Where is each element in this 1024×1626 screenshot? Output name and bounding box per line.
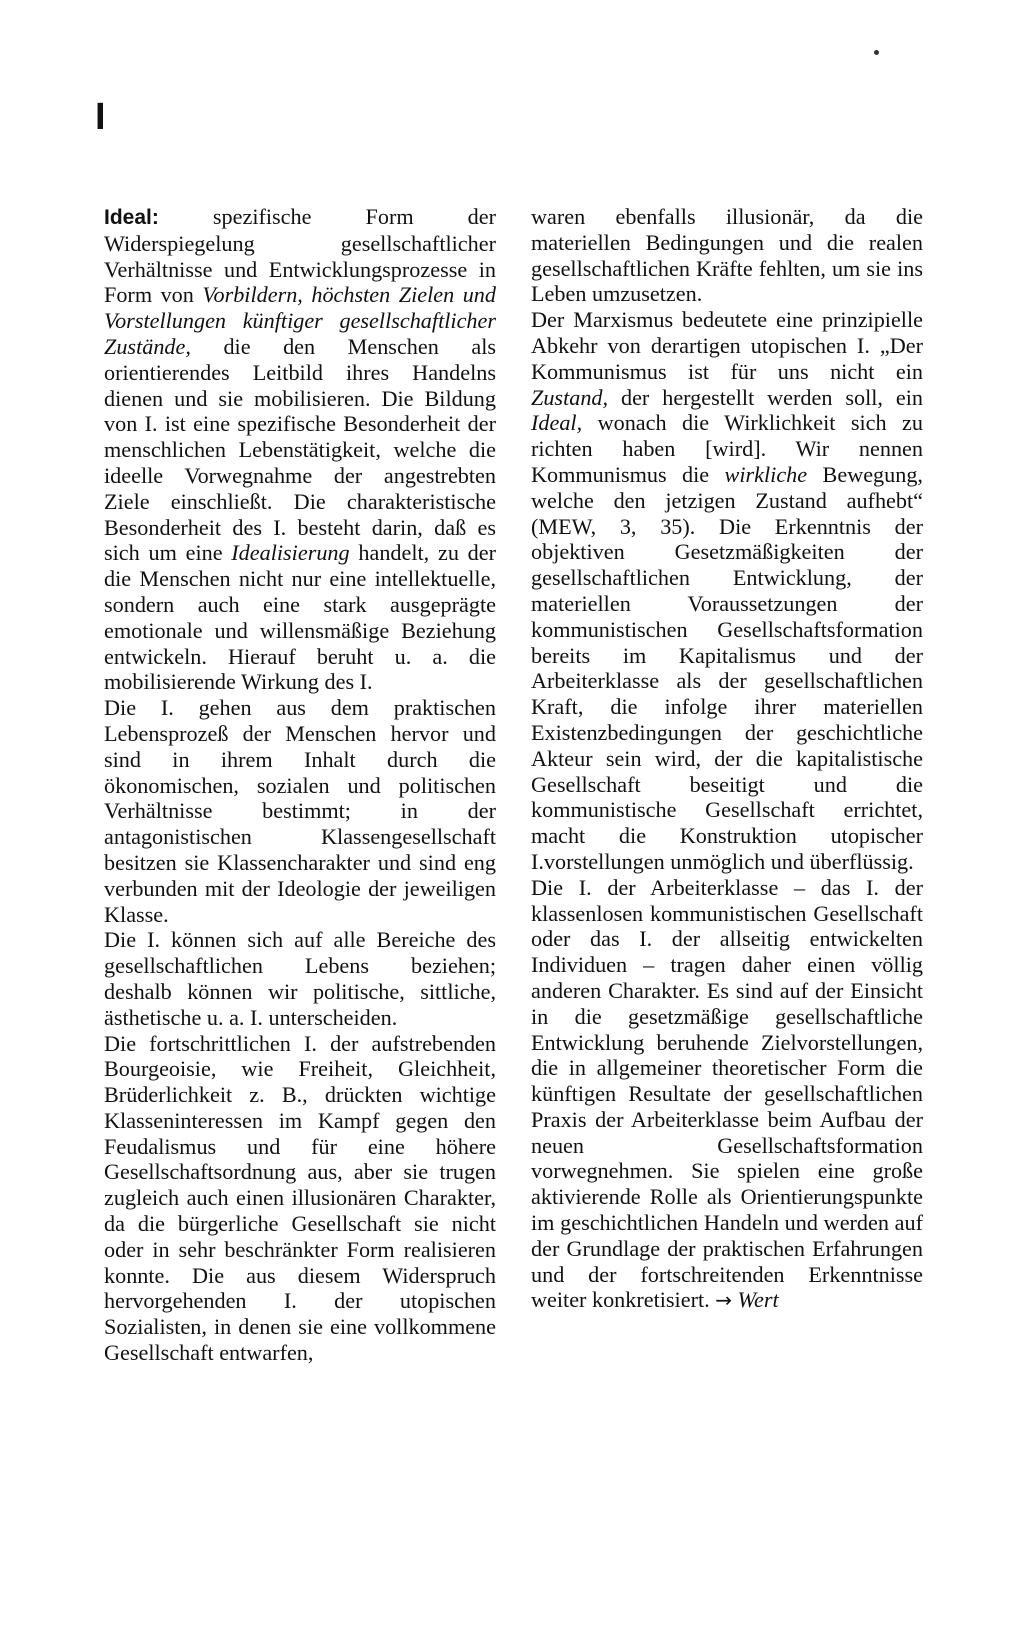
body-text: wonach die Wirklichkeit sich zu richten haben [wird]. Wir nennen Kommunismus die	[531, 410, 923, 487]
paragraph	[104, 204, 496, 695]
italic-text: Wert	[737, 1287, 779, 1313]
paragraph	[531, 307, 923, 875]
italic-text: wirkliche	[724, 461, 808, 487]
body-text: Die I. gehen aus dem praktischen Lebensprozeß der Menschen hervor und sind in ihrem Inhalt durch die ökonomischen, sozialen und politischen Verhältnisse bestimmt; in der antagonistischen Klassengesellschaft besitzen sie Klassencharakter und sind eng verbunden mit der Ideologie der jeweiligen Klasse.	[104, 695, 496, 927]
italic-text: Vorbildern, höchsten Zielen und Vorstellungen künftiger gesellschaftlicher Zustände,	[104, 282, 496, 359]
body-text: Die I. der Arbeiterklasse – das I. der klassenlosen kommunistischen Gesellschaft oder das I. der allseitig entwickelten Individuen – tragen daher einen völlig anderen Charakter. Es sind auf der Einsicht in die gesetzmäßige gesellschaftliche Entwicklung beruhende Zielvorstellungen, die in allgemeiner theoretischer Form die künftigen Resultate der gesellschaftlichen Praxis der Arbeiterklasse beim Aufbau der neuen Gesellschaftsformation vorwegnehmen. Sie spielen eine große aktivierende Rolle als Orientierungspunkte im geschichtlichen Handeln und werden auf der Grundlage der praktischen Erfahrungen und der fortschreitenden Erkenntnisse weiter konkretisiert.	[531, 874, 923, 1313]
body-text: Der Marxismus bedeutete eine prinzipielle Abkehr von derartigen utopischen I. „Der Kommunismus ist für uns nicht ein	[531, 307, 923, 384]
paragraph	[531, 875, 923, 1315]
paragraph	[104, 1031, 496, 1366]
right-column	[531, 204, 923, 1314]
italic-text: Idealisierung	[231, 540, 350, 566]
body-text: Bewegung, welche den jetzigen Zustand aufhebt“ (MEW, 3, 35). Die Erkenntnis der objektiven Gesetzmäßigkeiten der gesellschaftlichen Entwicklung, der materiellen Voraussetzungen der kommunistischen Gesellschaftsformation bereits im Kapitalismus und der Arbeiterklasse als der gesellschaftlichen Kraft, die infolge ihrer materiellen Existenzbedingungen der geschichtliche Akteur sein wird, der die kapitalistische Gesellschaft beseitigt und die kommunistische Gesellschaft errichtet, macht die Konstruktion utopischer I.vorstellungen unmöglich und überflüssig.	[531, 461, 923, 874]
paragraph	[104, 695, 496, 927]
body-text: Die fortschrittlichen I. der aufstrebenden Bourgeoisie, wie Freiheit, Gleichheit, Brüderlichkeit z. B., drückten wichtige Klasseninteressen im Kampf gegen den Feudalismus und für eine höhere Gesellschaftsordnung aus, aber sie trugen zugleich auch einen illusionären Charakter, da die bürgerliche Gesellschaft sie nicht oder in sehr beschränkter Form realisieren konnte. Die aus diesem Widerspruch hervorgehenden I. der utopischen Sozialisten, in denen sie eine vollkommene Gesellschaft entwarfen,	[104, 1030, 496, 1366]
page-speck	[874, 50, 879, 55]
body-text: die den Menschen als orientierendes Leitbild ihres Handelns dienen und sie mobilisieren. Die Bildung von I. ist eine spezifische Besonderheit der menschlichen Lebenstätigkeit, welche die ideelle Vorwegnahme der angestrebten Ziele einschließt. Die charakteristische Besonderheit des I. besteht darin, daß es sich um eine	[104, 333, 496, 566]
body-text: handelt, zu der die Menschen nicht nur eine intellektuelle, sondern auch eine stark ausgeprägte emotionale und willensmäßige Beziehung entwickeln. Hierauf beruht u. a. die mobilisierende Wirkung des I.	[104, 540, 496, 695]
section-letter: I	[95, 96, 106, 138]
body-text: spezifische Form der Widerspiegelung gesellschaftlicher Verhältnisse und Entwicklungsprozesse in Form von	[104, 204, 496, 308]
left-column	[104, 204, 496, 1366]
paragraph	[531, 204, 923, 307]
italic-text: Zustand,	[531, 384, 609, 410]
entry-term: Ideal:	[104, 206, 159, 229]
italic-text: Ideal,	[531, 410, 583, 436]
cross-reference-arrow-icon: →	[715, 1288, 732, 1313]
paragraph	[104, 927, 496, 1030]
body-text: waren ebenfalls illusionär, da die materiellen Bedingungen und die realen gesellschaftlichen Kräfte fehlten, um sie ins Leben umzusetzen.	[531, 204, 923, 307]
body-text: Die I. können sich auf alle Bereiche des gesellschaftlichen Lebens beziehen; deshalb können wir politische, sittliche, ästhetische u. a. I. unterscheiden.	[104, 927, 496, 1030]
body-text: der hergestellt werden soll, ein	[608, 384, 923, 410]
